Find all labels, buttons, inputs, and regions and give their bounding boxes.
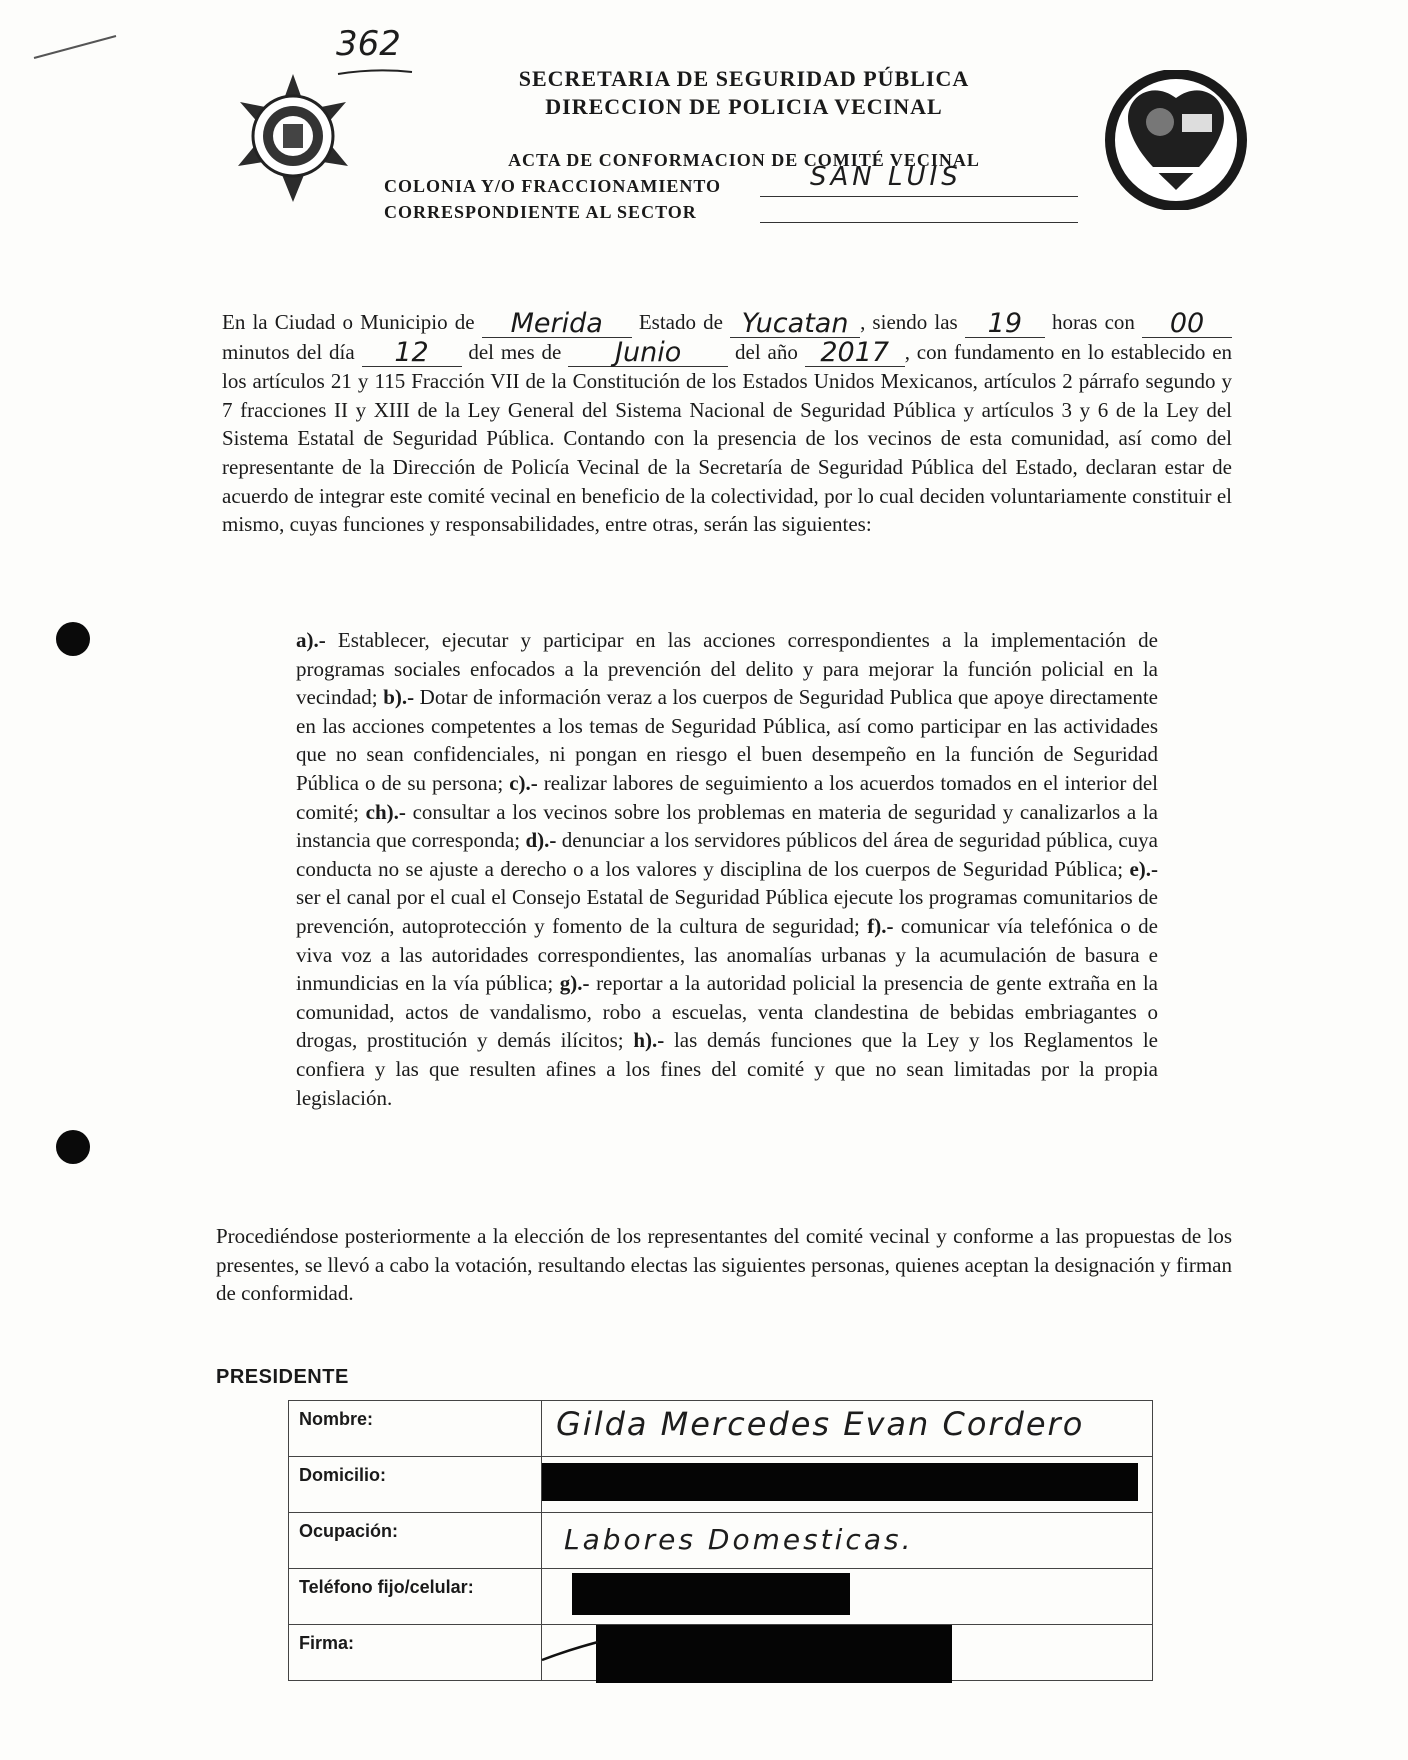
function-key: b).- bbox=[383, 685, 415, 710]
sector-label: CORRESPONDIENTE AL SECTOR bbox=[384, 202, 697, 222]
estado-field bbox=[730, 308, 860, 338]
functions-paragraph bbox=[296, 626, 1158, 1112]
ocupacion-cell bbox=[542, 1513, 1153, 1569]
function-text: Dotar de información veraz a los cuerpos de Seguridad Publica que apoye directamente en las acciones competentes a los temas de Seguridad Pública, así como participar en las actividades que no sean confidenciales, ni pongan en riesgo el buen desempeño en la función de Seguridad Pública o de su persona; bbox=[296, 685, 1158, 795]
ocupacion-label: Ocupación: bbox=[289, 1513, 542, 1569]
page-number: 362 bbox=[336, 24, 401, 64]
closing-paragraph: Procediéndose posteriormente a la elección de los representantes del comité vecinal y conforme a las propuestas de los presentes, se llevó a cabo la votación, resultando electas las siguientes personas, quienes aceptan la designación y firman de conformidad. bbox=[216, 1224, 1232, 1306]
dia-field bbox=[362, 338, 462, 368]
function-key: d).- bbox=[525, 828, 557, 853]
punch-hole-bottom bbox=[56, 1130, 90, 1164]
president-heading: PRESIDENTE bbox=[216, 1366, 349, 1388]
function-key: h).- bbox=[633, 1028, 665, 1053]
signature-stroke bbox=[538, 1636, 618, 1666]
intro-text-5: minutos del día bbox=[222, 339, 355, 364]
punch-hole-top bbox=[56, 622, 90, 656]
municipio-field bbox=[482, 308, 632, 338]
function-key: e).- bbox=[1129, 856, 1158, 881]
intro-paragraph bbox=[222, 308, 1232, 539]
telefono-label: Teléfono fijo/celular: bbox=[289, 1569, 542, 1625]
function-text: comunicar vía telefónica o de viva voz a las autoridades correspondientes, las anomalías urbanas y la acumulación de basura e inmundicias en la vía pública; bbox=[296, 913, 1158, 996]
nombre-cell bbox=[542, 1401, 1153, 1457]
function-text: consultar a los vecinos sobre los problemas en materia de seguridad y canalizarlos a la instancia que corresponda; bbox=[296, 799, 1159, 853]
table-row bbox=[289, 1513, 1153, 1569]
firma-label: Firma: bbox=[289, 1625, 542, 1681]
function-text: reportar a la autoridad policial la presencia de gente extraña en la comunidad, actos de vandalismo, robo a escuelas, venta clandestina de bebidas embriagantes o drogas, prostitución y demás ilícitos; bbox=[296, 971, 1158, 1053]
minutos-value: 00 bbox=[1169, 307, 1205, 339]
table-row bbox=[289, 1569, 1153, 1625]
intro-text-8: , con fundamento en lo establecido en los artículos 21 y 115 Fracción VII de la Constitución de los Estados Unidos Mexicanos, artículos 2 párrafo segundo y 7 fracciones II y XIII de la Ley General del Sistema Nacional de Seguridad Pública y artículos 3 y 6 de la Ley del Sistema Estatal de Seguridad Pública. Contando con la presencia de los vecinos de esta comunidad, así como del representante de la Dirección de Policía Vecinal de la Secretaría de Seguridad Pública del Estado, declaran estar de acuerdo de integrar este comité vecinal en beneficio de la colectividad, por lo cual deciden voluntariamente constituir el mismo, cuyas funciones y responsabilidades, entre otras, serán las siguientes: bbox=[222, 339, 1233, 537]
colonia-label: COLONIA Y/O FRACCIONAMIENTO bbox=[384, 176, 722, 196]
function-key: c).- bbox=[509, 770, 538, 795]
domicilio-redaction bbox=[542, 1463, 1138, 1501]
intro-text-1: En la Ciudad o Municipio de bbox=[222, 310, 475, 334]
anio-value: 2017 bbox=[820, 337, 890, 369]
colonia-value: SAN LUIS bbox=[810, 162, 962, 192]
table-row bbox=[289, 1401, 1153, 1457]
function-key: f).- bbox=[867, 913, 894, 938]
colonia-field bbox=[760, 162, 1078, 197]
function-text: las demás funciones que la Ley y los Reglamentos le confiera y las que resulten afines a los fines del comité y que no sean limitadas por la propia legislación. bbox=[296, 1028, 1158, 1110]
intro-text-7: del año bbox=[735, 339, 798, 364]
horas-value: 19 bbox=[987, 307, 1023, 339]
function-key: ch).- bbox=[365, 799, 406, 824]
function-text: Establecer, ejecutar y participar en las acciones correspondientes a la implementación de programas sociales enfocados a la prevención del delito y para mejorar la función policial en la vecindad; bbox=[296, 628, 1158, 710]
dia-value: 12 bbox=[394, 337, 429, 369]
table-row bbox=[289, 1457, 1153, 1513]
anio-field bbox=[805, 338, 905, 368]
ocupacion-value: Labores Domesticas. bbox=[564, 1523, 914, 1556]
function-text: realizar labores de seguimiento a los acuerdos tomados en el interior del comité; bbox=[296, 770, 1158, 824]
minutos-field bbox=[1142, 308, 1232, 338]
intro-text-3: , siendo las bbox=[860, 310, 958, 334]
municipio-value: Merida bbox=[510, 307, 603, 339]
table-row bbox=[289, 1625, 1153, 1681]
function-text: ser el canal por el cual el Consejo Estatal de Seguridad Pública ejecute los programas comunitarios de prevención, autoprotección y fomento de la cultura de seguridad; bbox=[296, 885, 1158, 938]
function-key: g).- bbox=[559, 971, 590, 996]
nombre-label: Nombre: bbox=[289, 1401, 542, 1457]
mes-field bbox=[568, 338, 728, 368]
intro-text-6: del mes de bbox=[468, 339, 562, 364]
telefono-cell bbox=[542, 1569, 1153, 1625]
domicilio-cell bbox=[542, 1457, 1153, 1513]
function-text: denunciar a los servidores públicos del área de seguridad pública, cuya conducta no se ajuste a derecho o a los valores y disciplina de los cuerpos de Seguridad Pública; bbox=[296, 828, 1158, 881]
horas-field bbox=[965, 308, 1045, 338]
sector-field bbox=[760, 196, 1078, 223]
firma-redaction bbox=[596, 1625, 952, 1683]
pen-stroke-mark bbox=[30, 28, 120, 68]
header-secretaria: SECRETARIA DE SEGURIDAD PÚBLICA bbox=[518, 66, 970, 91]
firma-cell bbox=[542, 1625, 1153, 1681]
domicilio-label: Domicilio: bbox=[289, 1457, 542, 1513]
act-title: ACTA DE CONFORMACION DE COMITÉ VECINAL bbox=[508, 150, 980, 170]
estado-value: Yucatan bbox=[741, 307, 849, 339]
intro-text-4: horas con bbox=[1051, 310, 1135, 334]
header-direccion: DIRECCION DE POLICIA VECINAL bbox=[545, 94, 943, 119]
nombre-value: Gilda Mercedes Evan Cordero bbox=[556, 1405, 1085, 1443]
function-key: a).- bbox=[296, 628, 326, 652]
president-table bbox=[288, 1400, 1153, 1681]
mes-value: Junio bbox=[615, 337, 682, 369]
intro-text-2: Estado de bbox=[638, 310, 723, 334]
telefono-redaction bbox=[572, 1573, 850, 1615]
